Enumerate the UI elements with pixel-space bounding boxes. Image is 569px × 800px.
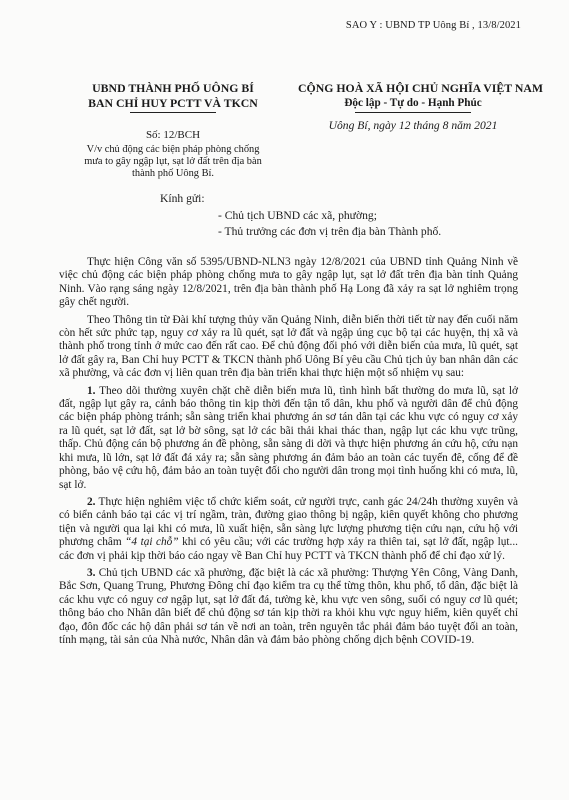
body-paragraph bbox=[59, 567, 518, 647]
item-number: 1. bbox=[87, 384, 96, 397]
nation-motto: Độc lập - Tự do - Hạnh Phúc bbox=[344, 97, 482, 109]
motto-quote: “4 tại chỗ” bbox=[125, 536, 179, 549]
item-number: 3. bbox=[87, 566, 96, 579]
issuing-organization-block bbox=[60, 81, 286, 181]
motto-underline bbox=[355, 112, 471, 113]
national-motto-block bbox=[298, 81, 544, 113]
document-body bbox=[59, 256, 518, 651]
document-number: Số: 12/BCH bbox=[145, 129, 201, 141]
org-underline bbox=[130, 112, 216, 113]
org-line-2: BAN CHỈ HUY PCTT VÀ TKCN bbox=[88, 96, 258, 110]
body-paragraph: Theo Thông tin từ Đài khí tượng thủy văn Quảng Ninh, diễn biến thời tiết từ nay đến cuối năm còn hết sức phức tạp, nguy cơ xảy ra lũ quét, sạt lở đất và ngập úng cục bộ tại các huyện, thị xã và thành phố trong tỉnh ở mức cao đến rất cao. Để chủ động đối phó với diễn biến của mưa, lũ quét, sạt lở đất gây ra, Ban Chỉ huy PCTT & TKCN thành phố Uông Bí yêu cầu Chủ tịch ủy ban nhân dân các xã phường, và các đơn vị liên quan trên địa bàn triển khai thực hiện một số nhiệm vụ sau: bbox=[59, 313, 518, 380]
place-date: Uông Bí, ngày 12 tháng 8 năm 2021 bbox=[328, 119, 498, 132]
subject-line: thành phố Uông Bí. bbox=[132, 168, 214, 180]
copy-stamp: SAO Y : UBND TP Uông Bí , 13/8/2021 bbox=[345, 20, 521, 31]
item-text: Theo dõi thường xuyên chặt chẽ diễn biến mưa lũ, tình hình bất thường do mưa lũ, sạt lở đất, ngập lụt gây ra, cảnh báo thông tin kịp thời đến tận tổ dân, khu phố và người dân để chủ động các biện pháp phòng tránh; sẵn sàng triển khai phương án sơ tán dân tại các khu vực có nguy cơ xảy ra lũ quét, sạt lở đất, sạt lở bờ sông, sạt lở các bãi thải khai thác than, ngập lụt các khu vực trũng, thấp. Chủ động cán bộ phương án đề phòng, sẵn sàng di dời và thực hiện phương án cứu hộ, cứu nạn khi mưa, lũ lớn, sạt lở đất đá xảy ra; sẵn sàng phương án đảm bảo an toàn các tuyến đê, cống để đề phòng, bảo vệ cứu hộ, đảm bảo an toàn tuyệt đối cho người dân trong mọi tình huống khi có mưa, lũ, sạt lở. bbox=[59, 384, 518, 491]
recipient-list bbox=[218, 208, 441, 240]
body-paragraph: Thực hiện Công văn số 5395/UBND-NLN3 ngày 12/8/2021 của UBND tỉnh Quảng Ninh về việc chủ động các biện pháp phòng chống mưa to gây ngập lụt, sạt lở đất trên địa bàn tỉnh Quảng Ninh. Vào rạng sáng ngày 12/8/2021, trên địa bàn thành phố Hạ Long đã xảy ra sạt lở nghiêm trọng gây chết người. bbox=[59, 256, 518, 309]
org-line-1: UBND THÀNH PHỐ UÔNG BÍ bbox=[92, 81, 254, 95]
item-text-cont: khi có yêu cầu; với các trường hợp xảy ra thiên tai, sạt lở đất, ngập lụt... các đơn vị phải kịp thời báo cáo ngay về Ban Chỉ huy PCTT và TKCN thành phố để chỉ đạo xử lý. bbox=[59, 536, 518, 562]
subject-line: V/v chủ động các biện pháp phòng chống bbox=[86, 144, 260, 155]
body-paragraph bbox=[59, 496, 518, 563]
body-paragraph bbox=[59, 385, 518, 492]
recipient-item: - Chủ tịch UBND các xã, phường; bbox=[218, 209, 377, 222]
item-text: Chủ tịch UBND các xã phường, đặc biệt là các xã phường: Thượng Yên Công, Vàng Danh, Bắc Sơn, Quang Trung, Phương Đông chỉ đạo kiểm tra cụ thể từng thôn, khu phố, tổ dân, đặc biệt là các khu vực có nguy cơ ngập lụt, sạt lở đất đá, tường kè, khu vực ven sông, suối có nguy cơ lũ quét; thông báo cho Nhân dân biết để chủ động sơ tán kịp thời ra khỏi khu vực nguy hiểm, kiên quyết chỉ đạo, đôn đốc các hộ dân phải sơ tán về nơi an toàn, trên nguyên tắc phải đảm bảo tuyệt đối an toàn, tính mạng, tài sản của Nhà nước, Nhân dân và đảm bảo phòng chống dịch bệnh COVID-19. bbox=[59, 566, 519, 646]
recipient-item: - Thủ trưởng các đơn vị trên địa bàn Thành phố. bbox=[218, 225, 442, 238]
item-number: 2. bbox=[87, 495, 96, 508]
nation-name: CỘNG HOÀ XÃ HỘI CHỦ NGHĨA VIỆT NAM bbox=[298, 81, 544, 95]
salutation: Kính gửi: bbox=[160, 192, 205, 205]
item-text: Thực hiện nghiêm việc tổ chức kiểm soát, cử người trực, canh gác 24/24h thường xuyên và có biển cảnh báo tại các vị trí ngầm, tràn, đường giao thông bị ngập, kiên quyết không cho phương tiện và người qua lại khi có mưa, lũ xuất hiện, sẵn sàng lực lượng phương tiện cứu nạn, cứu hộ với phương châm bbox=[59, 495, 518, 549]
document-subject bbox=[60, 144, 286, 181]
subject-line: mưa to gây ngập lụt, sạt lở đất trên địa bàn bbox=[84, 156, 262, 168]
